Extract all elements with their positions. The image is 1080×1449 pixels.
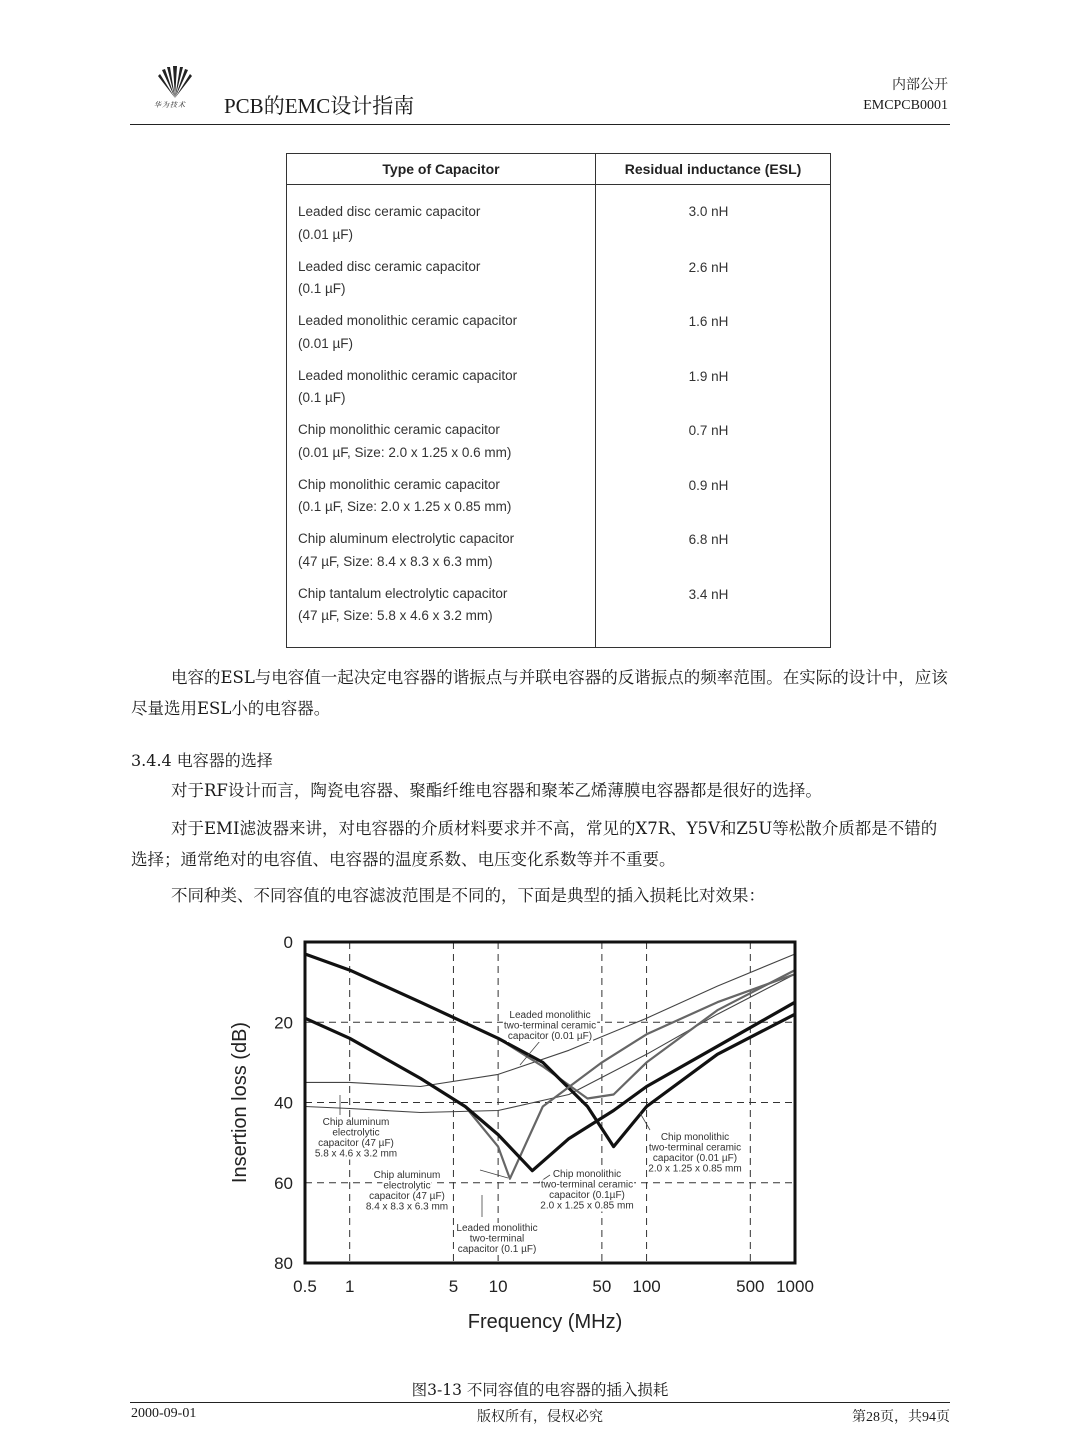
esl-value-cell: 3.0 nH [596, 185, 831, 256]
annotation-label: 2.0 x 1.25 x 0.85 mm [540, 1200, 634, 1212]
annotation-label: 5.8 x 4.6 x 3.2 mm [314, 1148, 398, 1160]
x-tick-label: 10 [488, 1277, 508, 1296]
y-tick-label: 80 [274, 1254, 293, 1273]
logo-text: 华为技术 [154, 101, 186, 109]
esl-value-cell: 1.9 nH [596, 365, 831, 420]
y-tick-label: 60 [274, 1173, 293, 1193]
esl-table [286, 153, 831, 648]
esl-value-cell: 2.6 nH [596, 256, 831, 311]
esl-value-cell: 1.6 nH [596, 310, 831, 365]
header-divider [130, 124, 950, 125]
section-heading: 3.4.4 电容器的选择 [131, 751, 273, 770]
footer-date: 2000-09-01 [131, 1406, 197, 1421]
footer-copyright: 版权所有，侵权必究 [477, 1410, 603, 1425]
x-tick-label: 1000 [776, 1277, 814, 1296]
annotation-label: two-terminal [469, 1233, 525, 1245]
table-row [287, 474, 831, 529]
capacitor-type-cell: Leaded disc ceramic capacitor (0.1 µF) [287, 256, 596, 311]
x-axis-label: Frequency (MHz) [467, 1311, 623, 1333]
annotation-label: Chip monolithic [660, 1132, 730, 1143]
x-tick-label: 1 [344, 1277, 355, 1296]
x-tick-label: 50 [592, 1277, 612, 1296]
footer-page-number: 第28页，共94页 [852, 1410, 950, 1425]
header-capacitor-type: Type of Capacitor [287, 154, 596, 185]
annotation-label: capacitor (47 µF) [318, 1138, 394, 1149]
annotation-label: Chip aluminum [373, 1170, 441, 1181]
capacitor-type-cell: Chip monolithic ceramic capacitor (0.01 µF, Size: 2.0 x 1.25 x 0.6 mm) [287, 419, 596, 474]
esl-value-cell: 0.9 nH [596, 474, 831, 529]
insertion-loss-chart [220, 925, 820, 1345]
table-header-row [287, 154, 831, 185]
annotation-label: two-terminal ceramic [540, 1179, 634, 1191]
x-tick-label: 5 [448, 1277, 459, 1296]
y-axis-label: Insertion loss (dB) [229, 1021, 251, 1184]
annotation-label: capacitor (0.1µF) [549, 1190, 625, 1201]
table-row [287, 256, 831, 311]
annotation-label: 8.4 x 8.3 x 6.3 mm [365, 1201, 449, 1213]
annotation-leader [480, 1170, 508, 1178]
x-tick-label: 100 [632, 1277, 661, 1296]
table-row [287, 365, 831, 420]
esl-value-cell: 3.4 nH [596, 583, 831, 648]
annotation-label: Chip monolithic [552, 1169, 622, 1180]
table-row [287, 419, 831, 474]
x-tick-label: 0.5 [293, 1277, 317, 1296]
document-code: EMCPCB0001 [863, 98, 948, 113]
annotation-label: 2.0 x 1.25 x 0.85 mm [648, 1163, 742, 1175]
document-title: PCB的EMC设计指南 [224, 94, 415, 118]
annotation-label: capacitor (0.01 µF) [652, 1153, 738, 1164]
capacitor-type-cell: Chip monolithic ceramic capacitor (0.1 µF, Size: 2.0 x 1.25 x 0.85 mm) [287, 474, 596, 529]
header-classification [863, 76, 948, 116]
esl-value-cell: 0.7 nH [596, 419, 831, 474]
annotation-label: two-terminal ceramic [648, 1142, 742, 1154]
y-tick-label: 20 [274, 1013, 293, 1033]
capacitor-type-cell: Leaded monolithic ceramic capacitor (0.01 µF) [287, 310, 596, 365]
annotation-label: capacitor (0.1 µF) [457, 1244, 537, 1255]
table-row [287, 310, 831, 365]
annotation-label: capacitor (0.01 µF) [507, 1031, 593, 1042]
paragraph-rf: 对于RF设计而言，陶瓷电容器、聚酯纤维电容器和聚苯乙烯薄膜电容器都是很好的选择。 [171, 781, 822, 800]
y-tick-label: 40 [274, 1093, 293, 1113]
esl-value-cell: 6.8 nH [596, 528, 831, 583]
paragraph-esl: 电容的ESL与电容值一起决定电容器的谐振点与并联电容器的反谐振点的频率范围。在实际的设计中，应该尽量选用ESL小的电容器。 [131, 668, 948, 718]
annotation-label: Leaded monolithic [456, 1223, 538, 1234]
annotation-label: Leaded monolithic [509, 1010, 591, 1021]
capacitor-type-cell: Leaded disc ceramic capacitor (0.01 µF) [287, 185, 596, 256]
figure-caption: 图3-13 不同容值的电容器的插入损耗 [411, 1381, 669, 1399]
annotation-leader [640, 1113, 650, 1130]
annotation-label: electrolytic [383, 1180, 431, 1192]
annotation-label: two-terminal ceramic [503, 1020, 597, 1032]
paragraph-insertion-loss: 不同种类、不同容值的电容滤波范围是不同的，下面是典型的插入损耗比对效果： [171, 886, 765, 905]
table-row [287, 583, 831, 648]
annotation-label: capacitor (47 µF) [369, 1191, 445, 1202]
table-row [287, 185, 831, 256]
y-tick-label: 0 [283, 933, 293, 952]
capacitor-type-cell: Chip aluminum electrolytic capacitor (47 µF, Size: 8.4 x 8.3 x 6.3 mm) [287, 528, 596, 583]
classification-label: 内部公开 [892, 78, 948, 93]
capacitor-type-cell: Leaded monolithic ceramic capacitor (0.1 µF) [287, 365, 596, 420]
annotation-label: Chip aluminum [322, 1117, 390, 1128]
header-esl: Residual inductance (ESL) [596, 154, 831, 185]
capacitor-type-cell: Chip tantalum electrolytic capacitor (47 µF, Size: 5.8 x 4.6 x 3.2 mm) [287, 583, 596, 648]
footer-divider [130, 1402, 950, 1403]
paragraph-emi: 对于EMI滤波器来讲，对电容器的介质材料要求并不高，常见的X7R、Y5V和Z5U等松散介质都是不错的选择；通常绝对的电容值、电容器的温度系数、电压变化系数等并不重要。 [131, 819, 938, 869]
annotation-label: electrolytic [332, 1127, 380, 1139]
table-row [287, 528, 831, 583]
x-tick-label: 500 [736, 1277, 765, 1296]
